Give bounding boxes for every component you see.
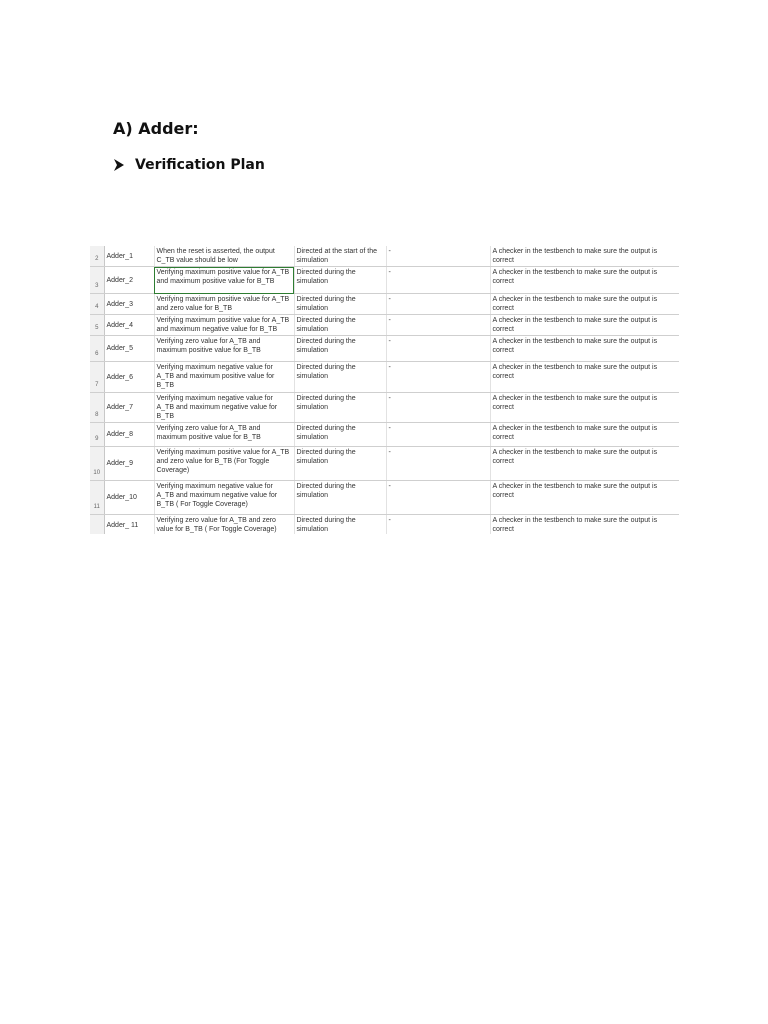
verification-plan-table [90,246,679,534]
table-row [90,481,679,515]
dependency-cell: - [386,362,490,393]
row-number-cell: 2 [90,246,104,267]
test-id-cell: Adder_8 [104,423,154,447]
test-id-cell: Adder_3 [104,294,154,315]
row-number-cell: 8 [90,393,104,423]
dependency-cell: - [386,423,490,447]
checker-cell: A checker in the testbench to make sure the output is correct [490,246,679,267]
description-cell: Verifying maximum positive value for A_TB and maximum negative value for B_TB [154,315,294,336]
dependency-cell: - [386,294,490,315]
stimulus-type-cell: Directed during the simulation [294,362,386,393]
description-cell: Verifying zero value for A_TB and maximum positive value for B_TB [154,423,294,447]
checker-cell: A checker in the testbench to make sure the output is correct [490,515,679,535]
row-number-cell: 4 [90,294,104,315]
stimulus-type-cell: Directed during the simulation [294,447,386,481]
row-number-cell: 7 [90,362,104,393]
test-id-cell: Adder_1 [104,246,154,267]
dependency-cell: - [386,447,490,481]
checker-cell: A checker in the testbench to make sure the output is correct [490,481,679,515]
test-id-cell: Adder_4 [104,315,154,336]
table-row [90,393,679,423]
checker-cell: A checker in the testbench to make sure the output is correct [490,423,679,447]
dependency-cell: - [386,246,490,267]
description-cell: Verifying maximum positive value for A_TB and zero value for B_TB (For Toggle Coverage) [154,447,294,481]
stimulus-type-cell: Directed during the simulation [294,336,386,362]
dependency-cell: - [386,481,490,515]
stimulus-type-cell: Directed during the simulation [294,315,386,336]
table-row [90,447,679,481]
description-cell: Verifying maximum negative value for A_TB and maximum negative value for B_TB ( For Toggle Coverage) [154,481,294,515]
stimulus-type-cell: Directed during the simulation [294,423,386,447]
table-row [90,423,679,447]
description-cell: Verifying zero value for A_TB and maximum positive value for B_TB [154,336,294,362]
arrowhead-bullet-icon [113,158,125,172]
table-row [90,336,679,362]
verification-plan-subheading [113,157,265,173]
checker-cell: A checker in the testbench to make sure the output is correct [490,362,679,393]
checker-cell: A checker in the testbench to make sure the output is correct [490,336,679,362]
table-row [90,515,679,535]
stimulus-type-cell: Directed during the simulation [294,515,386,535]
row-number-cell: 9 [90,423,104,447]
checker-cell: A checker in the testbench to make sure the output is correct [490,294,679,315]
dependency-cell: - [386,315,490,336]
test-id-cell: Adder_ 11 [104,515,154,535]
test-id-cell: Adder_5 [104,336,154,362]
section-heading: A) Adder: [113,119,199,138]
table-row [90,246,679,267]
table-row [90,267,679,294]
row-number-cell: 6 [90,336,104,362]
verification-plan-table-image [90,246,679,534]
test-id-cell: Adder_9 [104,447,154,481]
description-cell: Verifying maximum negative value for A_TB and maximum positive value for B_TB [154,362,294,393]
row-number-cell: 11 [90,481,104,515]
stimulus-type-cell: Directed during the simulation [294,294,386,315]
row-number-cell [90,515,104,535]
test-id-cell: Adder_7 [104,393,154,423]
dependency-cell: - [386,267,490,294]
description-cell: When the reset is asserted, the output C_TB value should be low [154,246,294,267]
test-id-cell: Adder_6 [104,362,154,393]
test-id-cell: Adder_10 [104,481,154,515]
test-id-cell: Adder_2 [104,267,154,294]
stimulus-type-cell: Directed during the simulation [294,481,386,515]
description-cell: Verifying maximum negative value for A_TB and maximum negative value for B_TB [154,393,294,423]
stimulus-type-cell: Directed during the simulation [294,393,386,423]
dependency-cell: - [386,336,490,362]
table-row [90,315,679,336]
stimulus-type-cell: Directed at the start of the simulation [294,246,386,267]
dependency-cell: - [386,393,490,423]
checker-cell: A checker in the testbench to make sure the output is correct [490,267,679,294]
table-row [90,294,679,315]
row-number-cell: 3 [90,267,104,294]
checker-cell: A checker in the testbench to make sure the output is correct [490,447,679,481]
stimulus-type-cell: Directed during the simulation [294,267,386,294]
table-row [90,362,679,393]
subheading-text: Verification Plan [135,157,265,173]
row-number-cell: 10 [90,447,104,481]
checker-cell: A checker in the testbench to make sure the output is correct [490,315,679,336]
description-cell: Verifying zero value for A_TB and zero value for B_TB ( For Toggle Coverage) [154,515,294,535]
description-cell: Verifying maximum positive value for A_TB and maximum positive value for B_TB [154,267,294,294]
dependency-cell: - [386,515,490,535]
description-cell: Verifying maximum positive value for A_TB and zero value for B_TB [154,294,294,315]
row-number-cell: 5 [90,315,104,336]
checker-cell: A checker in the testbench to make sure the output is correct [490,393,679,423]
